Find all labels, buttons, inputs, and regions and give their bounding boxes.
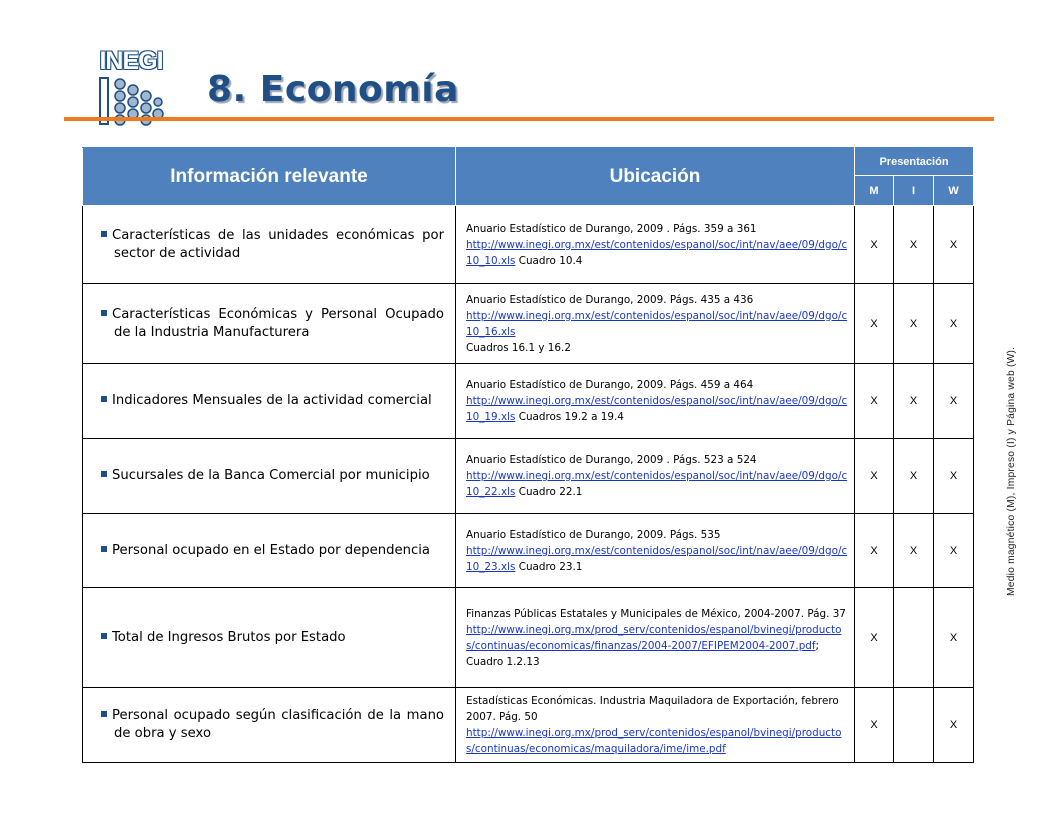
info-text: Características de las unidades económicas por sector de actividad <box>112 227 444 261</box>
cuadro-text: Cuadro 22.1 <box>515 486 583 498</box>
mark-m: X <box>855 206 894 284</box>
mark-m: X <box>855 284 894 364</box>
source-text: Anuario Estadístico de Durango, 2009. Págs. 535 <box>466 528 721 541</box>
logo-text: INEGI <box>99 47 163 75</box>
source-text: Estadísticas Económicas. Industria Maquiladora de Exportación, febrero 2007. Pág. 50 <box>466 695 839 723</box>
mark-m: X <box>855 688 894 763</box>
table-row <box>83 284 974 364</box>
info-cell <box>83 284 456 364</box>
info-cell <box>83 514 456 588</box>
cuadro-text: Cuadros 16.1 y 16.2 <box>466 341 571 354</box>
mark-i: X <box>894 284 934 364</box>
source-link[interactable]: http://www.inegi.org.mx/prod_serv/contenidos/espanol/bvinegi/productos/continuas/economicas/finanzas/2004-2007/EFIPEM2004-2007.pdf <box>466 623 842 652</box>
source-link[interactable]: http://www.inegi.org.mx/est/contenidos/espanol/soc/int/nav/aee/09/dgo/c10_23.xls <box>466 544 848 573</box>
source-text: Anuario Estadístico de Durango, 2009. Págs. 459 a 464 <box>466 379 754 391</box>
header-info: Información relevante <box>83 148 456 206</box>
economia-table <box>82 147 974 763</box>
mark-m: X <box>855 514 894 588</box>
mark-m: X <box>855 439 894 514</box>
table-row <box>83 206 974 284</box>
mark-w: X <box>934 439 974 514</box>
source-link[interactable]: http://www.inegi.org.mx/est/contenidos/espanol/soc/int/nav/aee/09/dgo/c10_19.xls <box>466 395 848 423</box>
info-cell <box>83 439 456 514</box>
header-w: W <box>934 176 974 206</box>
bullet-icon <box>101 546 107 552</box>
ubicacion-cell <box>456 206 855 284</box>
info-text: Indicadores Mensuales de la actividad comercial <box>112 393 432 408</box>
bullet-icon <box>101 711 107 717</box>
bullet-icon <box>101 396 107 402</box>
ubicacion-cell <box>456 588 855 688</box>
mark-i: X <box>894 439 934 514</box>
mark-i: X <box>894 514 934 588</box>
info-cell <box>83 206 456 284</box>
cuadro-text: Cuadro 23.1 <box>515 560 583 573</box>
source-text: Anuario Estadístico de Durango, 2009 . Págs. 359 a 361 <box>466 222 757 235</box>
header-i: I <box>894 176 934 206</box>
table-row <box>83 439 974 514</box>
mark-w: X <box>934 206 974 284</box>
mark-w: X <box>934 688 974 763</box>
bullet-icon <box>101 633 107 639</box>
mark-m: X <box>855 364 894 439</box>
source-text: Anuario Estadístico de Durango, 2009 . Págs. 523 a 524 <box>466 454 757 466</box>
info-text: Personal ocupado en el Estado por dependencia <box>112 542 430 558</box>
title-rule <box>64 117 994 121</box>
cuadro-text: ; Cuadro 1.2.13 <box>466 639 820 668</box>
info-text: Características Económicas y Personal Ocupado de la Industria Manufacturera <box>112 306 444 340</box>
info-cell <box>83 588 456 688</box>
mark-i <box>894 588 934 688</box>
side-note: Medio magnético (M), Impreso (I) y Página web (W). <box>1006 346 1017 596</box>
info-text: Sucursales de la Banca Comercial por municipio <box>112 468 430 483</box>
table-row <box>83 514 974 588</box>
inegi-logo <box>92 48 170 128</box>
table-row <box>83 364 974 439</box>
cuadro-text: Cuadro 10.4 <box>515 254 583 267</box>
bullet-icon <box>101 471 107 477</box>
mark-i: X <box>894 206 934 284</box>
source-text: Finanzas Públicas Estatales y Municipales de México, 2004-2007. Pág. 37 <box>466 607 846 620</box>
mark-w: X <box>934 284 974 364</box>
cuadro-text: Cuadros 19.2 a 19.4 <box>515 411 624 423</box>
source-link[interactable]: http://www.inegi.org.mx/est/contenidos/espanol/soc/int/nav/aee/09/dgo/c10_22.xls <box>466 470 848 498</box>
mark-m: X <box>855 588 894 688</box>
mark-w: X <box>934 364 974 439</box>
table-row <box>83 588 974 688</box>
ubicacion-cell <box>456 284 855 364</box>
page-title: 8. Economía <box>207 69 459 110</box>
ubicacion-cell <box>456 514 855 588</box>
ubicacion-cell <box>456 688 855 763</box>
mark-w: X <box>934 588 974 688</box>
bullet-icon <box>101 231 107 237</box>
bullet-icon <box>101 310 107 316</box>
mark-w: X <box>934 514 974 588</box>
ubicacion-cell <box>456 439 855 514</box>
info-text: Personal ocupado según clasificación de la mano de obra y sexo <box>112 708 444 741</box>
info-text: Total de Ingresos Brutos por Estado <box>112 629 346 645</box>
table-row <box>83 688 974 763</box>
source-link[interactable]: http://www.inegi.org.mx/est/contenidos/espanol/soc/int/nav/aee/09/dgo/c10_10.xls <box>466 238 848 267</box>
mark-i: X <box>894 364 934 439</box>
source-text: Anuario Estadístico de Durango, 2009. Págs. 435 a 436 <box>466 293 754 306</box>
mark-i <box>894 688 934 763</box>
info-cell <box>83 688 456 763</box>
header-m: M <box>855 176 894 206</box>
header-ubicacion: Ubicación <box>456 148 855 206</box>
header-presentacion: Presentación <box>855 148 974 176</box>
source-link[interactable]: http://www.inegi.org.mx/est/contenidos/espanol/soc/int/nav/aee/09/dgo/c10_16.xls <box>466 309 848 338</box>
info-cell <box>83 364 456 439</box>
source-link[interactable]: http://www.inegi.org.mx/prod_serv/contenidos/espanol/bvinegi/productos/continuas/economicas/maquiladora/ime/ime.pdf <box>466 727 842 755</box>
ubicacion-cell <box>456 364 855 439</box>
